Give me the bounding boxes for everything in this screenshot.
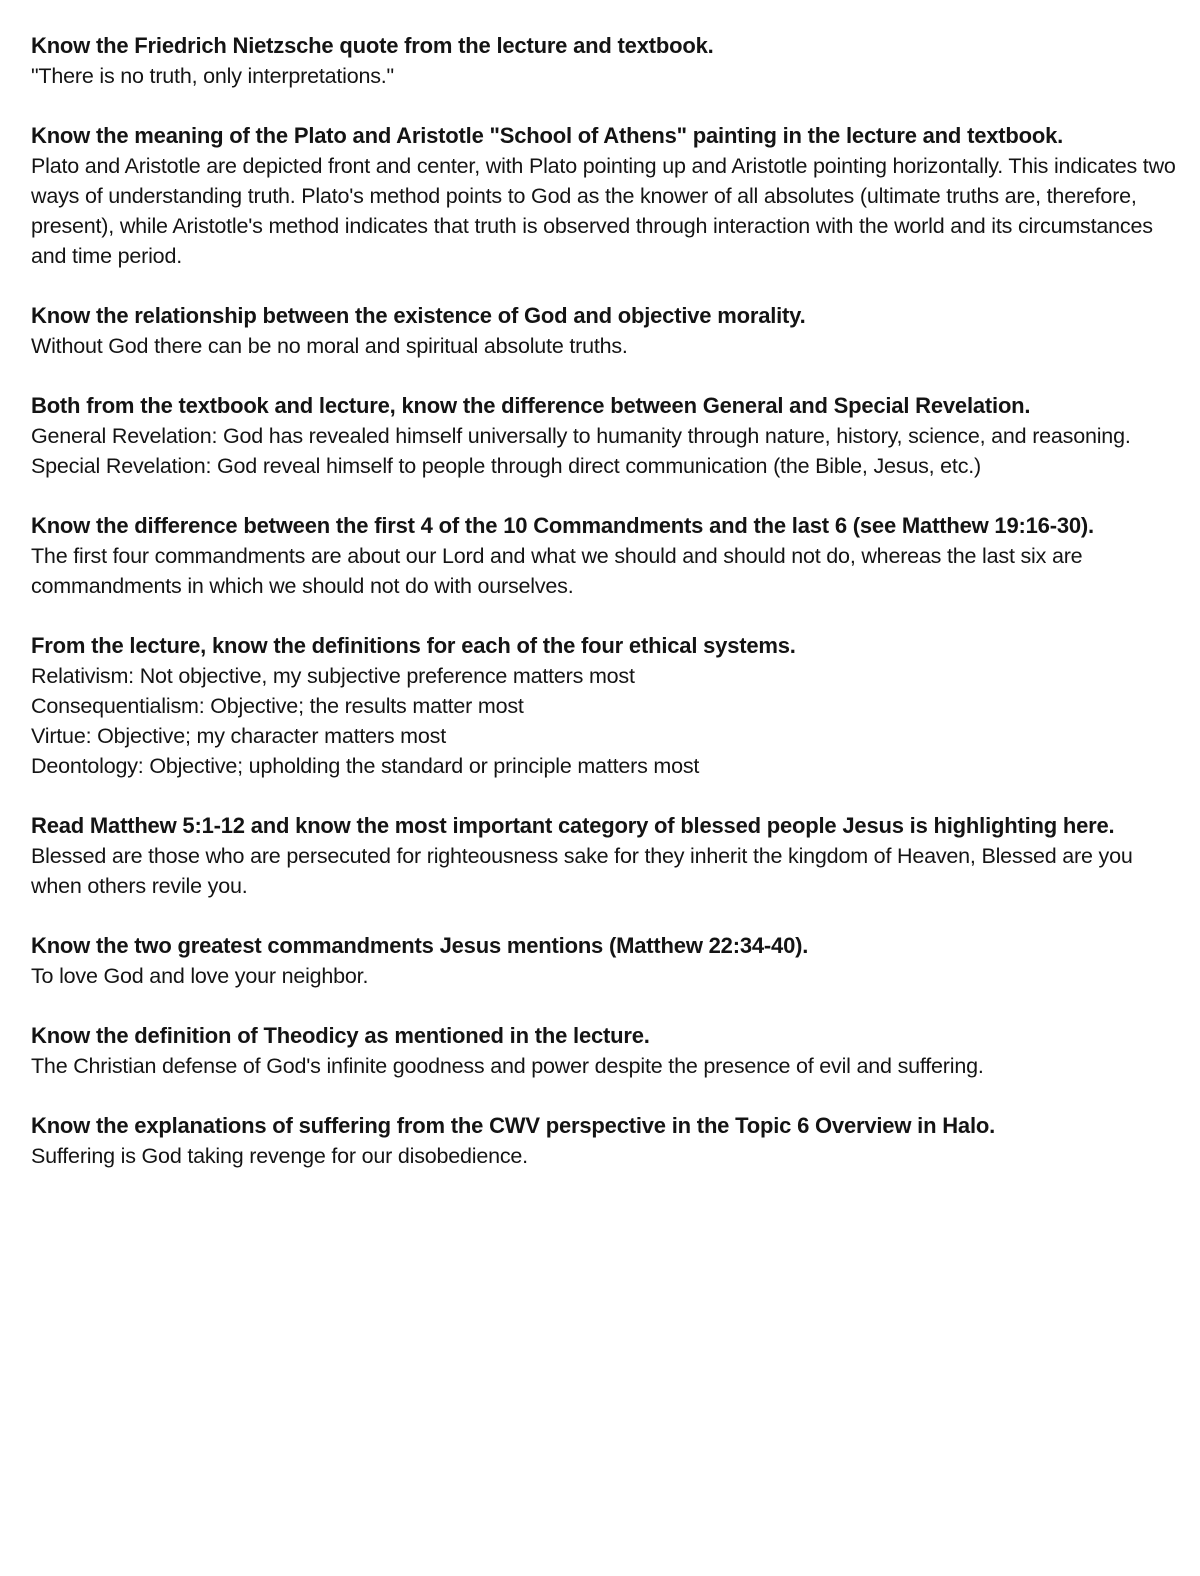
section-nietzsche-quote (31, 31, 1181, 91)
answer-text (31, 61, 1181, 91)
question-heading: From the lecture, know the definitions for each of the four ethical systems. (31, 633, 796, 658)
answer-line: "There is no truth, only interpretations." (31, 64, 394, 88)
answer-text (31, 1141, 1181, 1171)
section-god-and-morality (31, 301, 1181, 361)
answer-line-consequentialism: Consequentialism: Objective; the results matter most (31, 694, 524, 718)
section-greatest-commandments (31, 931, 1181, 991)
question-heading: Both from the textbook and lecture, know the difference between General and Special Revelation. (31, 393, 1031, 418)
section-theodicy (31, 1021, 1181, 1081)
answer-line-deontology: Deontology: Objective; upholding the standard or principle matters most (31, 754, 700, 778)
answer-line: General Revelation: God has revealed himself universally to humanity through nature, history, science, and reasoning. Special Revelation: God reveal himself to people through direct communication (the Bible, Jesus, etc.) (31, 424, 1131, 478)
answer-text (31, 151, 1181, 271)
answer-line: Suffering is God taking revenge for our disobedience. (31, 1144, 528, 1168)
answer-line: To love God and love your neighbor. (31, 964, 369, 988)
answer-text (31, 1051, 1181, 1081)
question-heading: Know the Friedrich Nietzsche quote from the lecture and textbook. (31, 33, 714, 58)
question-heading: Know the two greatest commandments Jesus mentions (Matthew 22:34-40). (31, 933, 809, 958)
question-heading: Know the relationship between the existence of God and objective morality. (31, 303, 806, 328)
section-ethical-systems (31, 631, 1181, 781)
answer-line-relativism: Relativism: Not objective, my subjective preference matters most (31, 664, 635, 688)
answer-text (31, 961, 1181, 991)
answer-text (31, 421, 1181, 481)
answer-line: The Christian defense of God's infinite goodness and power despite the presence of evil and suffering. (31, 1054, 984, 1078)
answer-text (31, 841, 1181, 901)
section-beatitudes (31, 811, 1181, 901)
answer-line: Plato and Aristotle are depicted front and center, with Plato pointing up and Aristotle pointing horizontally. This indicates two ways of understanding truth. Plato's method points to God as the knower of all absolutes (ultimate truths are, therefore, present), while Aristotle's method indicates that truth is observed through interaction with the world and its circumstances and time period. (31, 154, 1176, 268)
answer-text (31, 661, 1181, 781)
section-school-of-athens (31, 121, 1181, 271)
section-revelation (31, 391, 1181, 481)
section-suffering (31, 1111, 1181, 1171)
answer-line-virtue: Virtue: Objective; my character matters most (31, 724, 446, 748)
question-heading: Know the explanations of suffering from the CWV perspective in the Topic 6 Overview in Halo. (31, 1113, 996, 1138)
answer-text (31, 331, 1181, 361)
answer-line: Blessed are those who are persecuted for righteousness sake for they inherit the kingdom of Heaven, Blessed are you when others revile you. (31, 844, 1133, 898)
question-heading: Know the definition of Theodicy as mentioned in the lecture. (31, 1023, 650, 1048)
answer-line: The first four commandments are about our Lord and what we should and should not do, whereas the last six are commandments in which we should not do with ourselves. (31, 544, 1083, 598)
answer-line: Without God there can be no moral and spiritual absolute truths. (31, 334, 628, 358)
question-heading: Know the difference between the first 4 of the 10 Commandments and the last 6 (see Matthew 19:16-30). (31, 513, 1094, 538)
question-heading: Read Matthew 5:1-12 and know the most important category of blessed people Jesus is highlighting here. (31, 813, 1115, 838)
study-guide-document (31, 31, 1181, 1201)
section-commandments (31, 511, 1181, 601)
answer-text (31, 541, 1181, 601)
question-heading: Know the meaning of the Plato and Aristotle "School of Athens" painting in the lecture and textbook. (31, 123, 1064, 148)
